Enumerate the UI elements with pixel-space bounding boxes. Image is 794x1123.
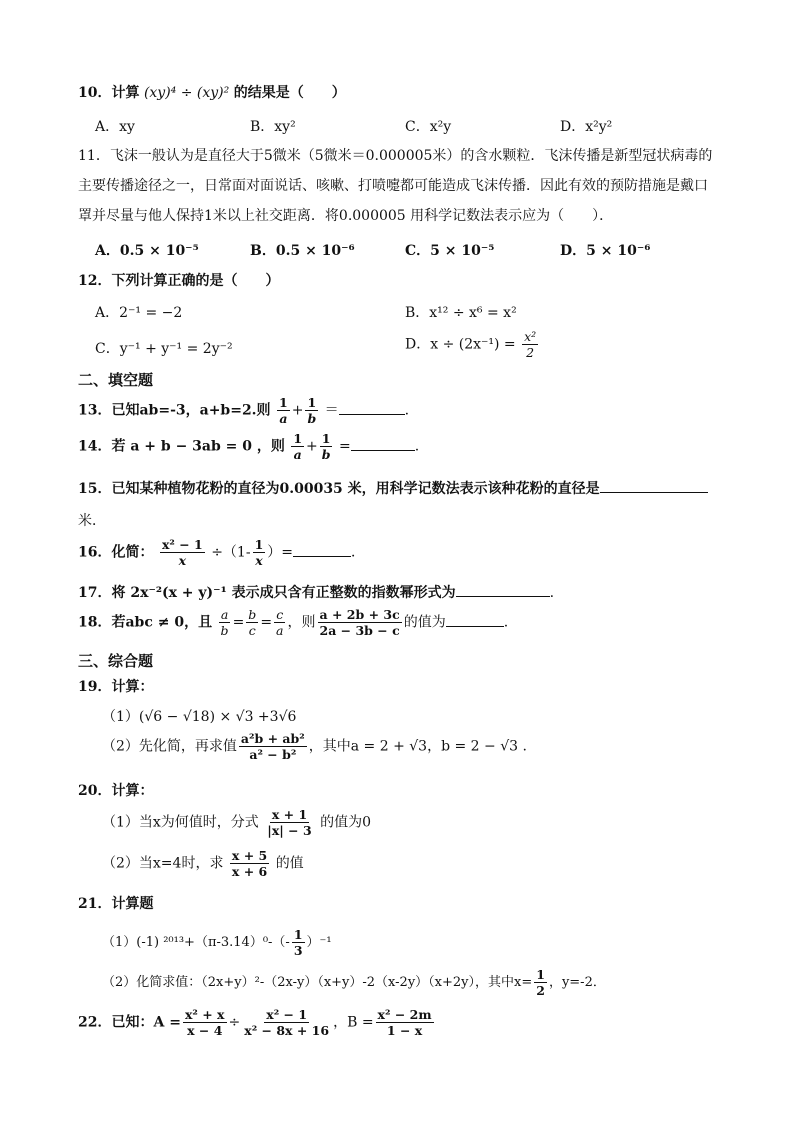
question-16: 16．化简： $\frac{\text{x² − 1}}{x}$ ÷（1- $\frac{1}{x}$ ）= ． xyxy=(78,537,366,569)
section-2-title: 二、填空题 xyxy=(78,371,154,389)
q13-answer-blank[interactable] xyxy=(339,400,405,415)
q13-fraction-1a: $\frac{1}{a}$ xyxy=(279,395,288,427)
q10-option-c: C．x²y xyxy=(405,119,452,135)
q10-option-b: B．xy² xyxy=(250,119,296,135)
q10-expression: (xy)⁴ ÷ (xy)² xyxy=(143,85,230,101)
q13-fraction-1b: $\frac{1}{b}$ xyxy=(307,395,317,427)
q20-part-2: （2）当x=4时，求 $\frac{x + 5}{x + 6}$ 的值 xyxy=(102,848,304,880)
question-18: 18．若abc ≠ 0，且 $\frac{a}{b}$ = $\frac{b}{c}$ = $\frac{c}{a}$ ，则 $\frac{a + 2b + 3c}{2a - 3b - c}$ 的值为 . xyxy=(78,607,509,639)
q15-answer-blank[interactable] xyxy=(600,478,708,493)
q10-option-a: A．xy xyxy=(95,119,135,135)
q11-option-b: B．0.5 × 10⁻⁶ xyxy=(250,243,355,259)
q21-part-1: （1）(-1) ²⁰¹³+（π-3.14）⁰-（- $\frac{1}{3}$ ）⁻¹ xyxy=(102,927,332,959)
question-22: 22．已知：A = $\frac{\text{x² + x}}{x - 4}$ ÷ $\frac{\text{x² − 1}}{\text{x² − 8x + 16}}$ ，B = $\frac{\text{x² − 2m}}{1 - x}$ xyxy=(78,1007,432,1039)
q19-part-1: （1）(√6 − √18) × √3 +3√6 xyxy=(102,709,297,725)
question-15: 15．已知某种植物花粉的直径为0.00035 米，用科学记数法表示该种花粉的直径是 xyxy=(78,478,708,498)
section-3-title: 三、综合题 xyxy=(78,652,154,670)
q10-option-d: D．x²y² xyxy=(560,119,613,135)
q17-answer-blank[interactable] xyxy=(456,582,550,597)
question-11-text: 11．飞沫一般认为是直径大于5微米（5微米＝0.000005米）的含水颗粒．飞沫传播是新型冠状病毒的主要传播途径之一，日常面对面说话、咳嗽、打喷嚏都可能造成飞沫传播．因此有效的预防措施是戴口罩并尽量与他人保持1米以上社交距离．将0.000005 用科学记数法表示应为（ ）． xyxy=(78,148,713,224)
question-21-stem: 21．计算题 xyxy=(78,896,154,912)
q18-answer-blank[interactable] xyxy=(446,612,504,627)
q12-d-fraction: $\frac{\text{x²}}{2}$ xyxy=(524,329,537,361)
q16-answer-blank[interactable] xyxy=(293,542,351,557)
question-12-stem: 12．下列计算正确的是（ ） xyxy=(78,273,280,289)
q11-option-d: D．5 × 10⁻⁶ xyxy=(560,243,651,259)
q19-part-2: （2）先化简，再求值 $\frac{\text{a²b + ab²}}{\text{a² − b²}}$ ，其中a = 2 + √3，b = 2 − √3 . xyxy=(102,731,527,763)
q12-option-a: A．2⁻¹ = −2 xyxy=(95,305,183,321)
question-13: 13．已知ab=-3，a+b=2.则 $\frac{1}{a}$ + $\frac{1}{b}$ ＝ . xyxy=(78,395,410,427)
q15-continuation: 米． xyxy=(78,513,106,529)
question-14: 14．若 a + b − 3ab = 0 ，则 $\frac{1}{a}$ + $\frac{1}{b}$ = . xyxy=(78,431,420,463)
q11-option-a: A．0.5 × 10⁻⁵ xyxy=(95,243,199,259)
q21-part-2: （2）化简求值：（2x+y）²-（2x-y）（x+y）-2（x-2y）（x+2y），其中x= $\frac{1}{2}$ ，y=-2． xyxy=(102,967,606,999)
q14-answer-blank[interactable] xyxy=(351,436,415,451)
q12-option-d: D．x ÷ (2x⁻¹) = $\frac{\text{x²}}{2}$ xyxy=(405,329,537,361)
question-20-stem: 20．计算： xyxy=(78,783,154,799)
q12-option-c: C．y⁻¹ + y⁻¹ = 2y⁻² xyxy=(95,341,233,357)
question-10-stem: 10．计算 (xy)⁴ ÷ (xy)² 的结果是（ ） xyxy=(78,85,346,101)
q12-option-b: B．x¹² ÷ x⁶ = x² xyxy=(405,305,517,321)
q11-option-c: C．5 × 10⁻⁵ xyxy=(405,243,495,259)
question-19-stem: 19．计算： xyxy=(78,679,154,695)
question-17: 17．将 2x⁻²(x + y)⁻¹ 表示成只含有正整数的指数幂形式为 . xyxy=(78,582,554,602)
q20-part-1: （1）当x为何值时，分式 $\frac{x + 1}{|x| - 3}$ 的值为0 xyxy=(102,807,372,839)
